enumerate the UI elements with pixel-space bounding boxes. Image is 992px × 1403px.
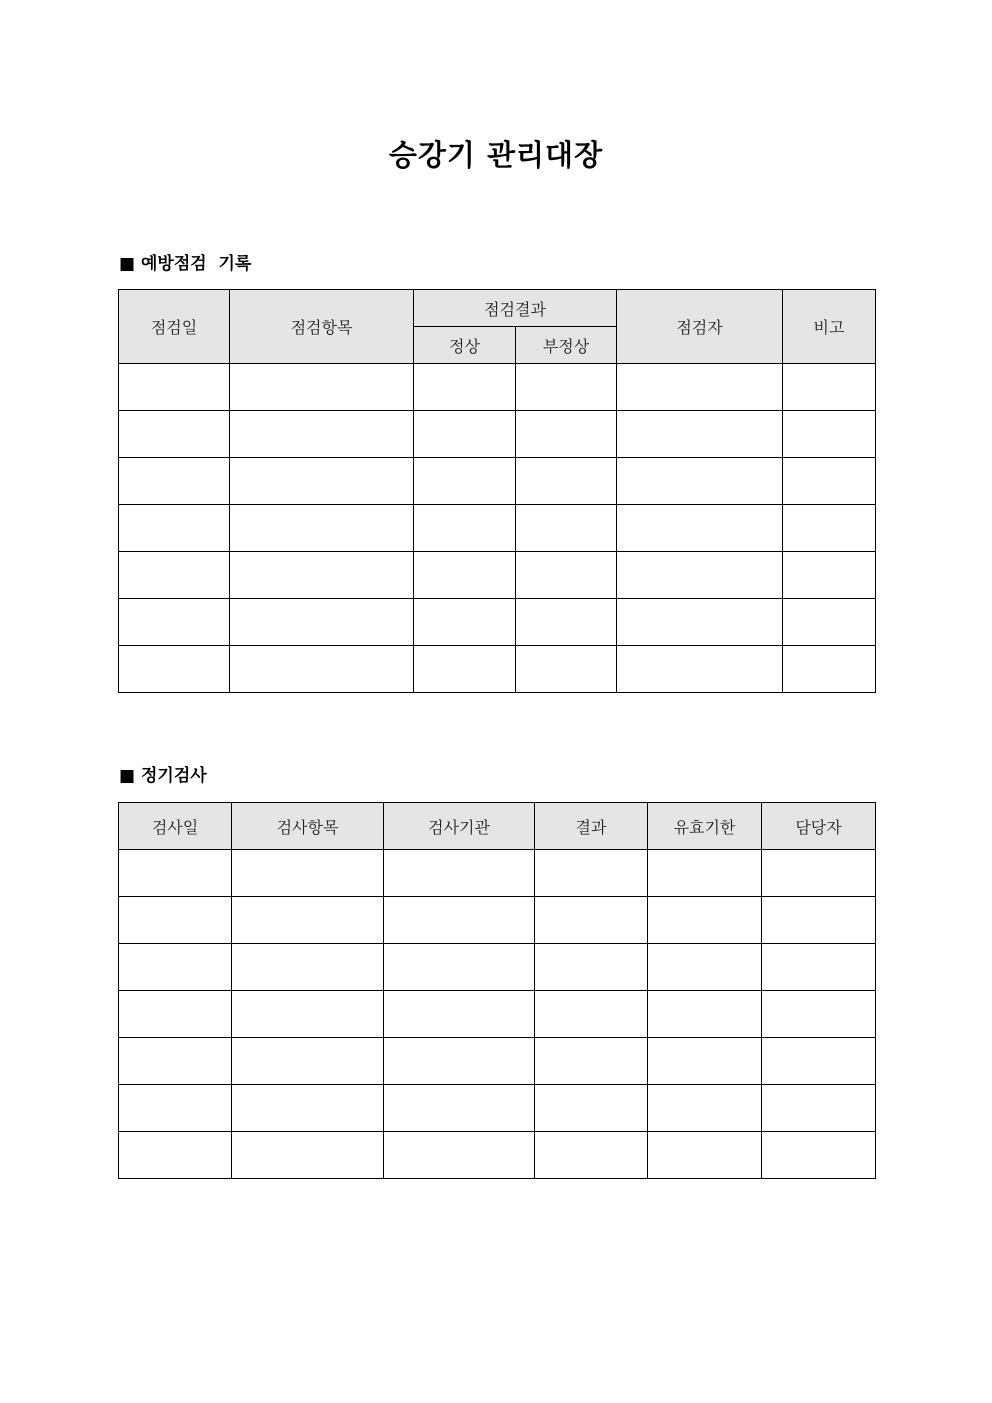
cell-person-in-charge[interactable] — [762, 1085, 876, 1132]
cell-inspection-date[interactable] — [119, 552, 230, 599]
cell-inspector[interactable] — [617, 458, 783, 505]
cell-inspection-item[interactable] — [230, 458, 414, 505]
cell-result-abnormal[interactable] — [516, 411, 617, 458]
cell-result-abnormal[interactable] — [516, 458, 617, 505]
header-result-abnormal: 부정상 — [516, 327, 617, 364]
cell-exam-item[interactable] — [232, 1038, 384, 1085]
cell-remarks[interactable] — [783, 646, 876, 693]
cell-remarks[interactable] — [783, 599, 876, 646]
table-row — [119, 411, 876, 458]
cell-result-normal[interactable] — [414, 505, 516, 552]
header-person-in-charge: 담당자 — [762, 803, 876, 850]
cell-exam-agency[interactable] — [384, 1085, 535, 1132]
cell-result-normal[interactable] — [414, 458, 516, 505]
cell-inspection-date[interactable] — [119, 599, 230, 646]
cell-exam-date[interactable] — [119, 1038, 232, 1085]
cell-inspector[interactable] — [617, 364, 783, 411]
table-row — [119, 364, 876, 411]
cell-result-abnormal[interactable] — [516, 364, 617, 411]
cell-inspector[interactable] — [617, 599, 783, 646]
regular-inspection-table — [118, 802, 876, 1179]
cell-exam-agency[interactable] — [384, 991, 535, 1038]
cell-expiry-date[interactable] — [648, 991, 762, 1038]
cell-inspection-date[interactable] — [119, 505, 230, 552]
cell-inspection-item[interactable] — [230, 552, 414, 599]
cell-exam-result[interactable] — [535, 1085, 648, 1132]
header-inspection-item: 점검항목 — [230, 290, 414, 364]
cell-person-in-charge[interactable] — [762, 944, 876, 991]
table-row — [119, 1132, 876, 1179]
cell-inspection-date[interactable] — [119, 646, 230, 693]
cell-exam-item[interactable] — [232, 897, 384, 944]
table-row — [119, 505, 876, 552]
header-exam-agency: 검사기관 — [384, 803, 535, 850]
cell-inspector[interactable] — [617, 646, 783, 693]
cell-expiry-date[interactable] — [648, 944, 762, 991]
table-row — [119, 1038, 876, 1085]
cell-person-in-charge[interactable] — [762, 850, 876, 897]
cell-inspector[interactable] — [617, 552, 783, 599]
cell-expiry-date[interactable] — [648, 1038, 762, 1085]
cell-person-in-charge[interactable] — [762, 1038, 876, 1085]
preventive-inspection-heading: ■ 예방점검 기록 — [119, 254, 252, 274]
table-row — [119, 850, 876, 897]
table-row — [119, 599, 876, 646]
cell-exam-result[interactable] — [535, 1132, 648, 1179]
cell-exam-result[interactable] — [535, 850, 648, 897]
header-exam-result: 결과 — [535, 803, 648, 850]
cell-person-in-charge[interactable] — [762, 897, 876, 944]
table-row — [119, 944, 876, 991]
cell-expiry-date[interactable] — [648, 850, 762, 897]
cell-person-in-charge[interactable] — [762, 1132, 876, 1179]
cell-result-normal[interactable] — [414, 411, 516, 458]
cell-inspection-item[interactable] — [230, 364, 414, 411]
cell-inspection-item[interactable] — [230, 411, 414, 458]
cell-expiry-date[interactable] — [648, 897, 762, 944]
cell-inspection-item[interactable] — [230, 646, 414, 693]
header-inspector: 점검자 — [617, 290, 783, 364]
cell-inspector[interactable] — [617, 505, 783, 552]
table-row — [119, 552, 876, 599]
cell-exam-result[interactable] — [535, 897, 648, 944]
cell-exam-agency[interactable] — [384, 1038, 535, 1085]
cell-inspector[interactable] — [617, 411, 783, 458]
cell-exam-item[interactable] — [232, 850, 384, 897]
header-inspection-date: 점검일 — [119, 290, 230, 364]
cell-inspection-date[interactable] — [119, 364, 230, 411]
cell-exam-item[interactable] — [232, 1132, 384, 1179]
cell-exam-agency[interactable] — [384, 1132, 535, 1179]
table-row — [119, 991, 876, 1038]
cell-exam-result[interactable] — [535, 991, 648, 1038]
cell-remarks[interactable] — [783, 505, 876, 552]
cell-exam-date[interactable] — [119, 850, 232, 897]
cell-remarks[interactable] — [783, 364, 876, 411]
cell-result-normal[interactable] — [414, 364, 516, 411]
cell-person-in-charge[interactable] — [762, 991, 876, 1038]
cell-inspection-date[interactable] — [119, 458, 230, 505]
document-title: 승강기 관리대장 — [388, 138, 604, 172]
table-row — [119, 1085, 876, 1132]
cell-result-normal[interactable] — [414, 552, 516, 599]
cell-result-abnormal[interactable] — [516, 646, 617, 693]
cell-result-abnormal[interactable] — [516, 599, 617, 646]
header-exam-date: 검사일 — [119, 803, 232, 850]
header-expiry-date: 유효기한 — [648, 803, 762, 850]
header-inspection-result: 점검결과 — [414, 290, 617, 327]
cell-exam-item[interactable] — [232, 1085, 384, 1132]
cell-exam-result[interactable] — [535, 1038, 648, 1085]
table-row — [119, 897, 876, 944]
cell-result-normal[interactable] — [414, 646, 516, 693]
header-remarks: 비고 — [783, 290, 876, 364]
header-exam-item: 검사항목 — [232, 803, 384, 850]
cell-result-abnormal[interactable] — [516, 505, 617, 552]
cell-inspection-item[interactable] — [230, 505, 414, 552]
table-row — [119, 458, 876, 505]
cell-exam-date[interactable] — [119, 1085, 232, 1132]
cell-inspection-date[interactable] — [119, 411, 230, 458]
cell-exam-agency[interactable] — [384, 850, 535, 897]
cell-exam-item[interactable] — [232, 991, 384, 1038]
cell-exam-date[interactable] — [119, 944, 232, 991]
cell-remarks[interactable] — [783, 552, 876, 599]
cell-result-normal[interactable] — [414, 599, 516, 646]
cell-exam-result[interactable] — [535, 944, 648, 991]
cell-exam-agency[interactable] — [384, 897, 535, 944]
cell-exam-item[interactable] — [232, 944, 384, 991]
cell-expiry-date[interactable] — [648, 1085, 762, 1132]
header-result-normal: 정상 — [414, 327, 516, 364]
cell-expiry-date[interactable] — [648, 1132, 762, 1179]
cell-exam-date[interactable] — [119, 1132, 232, 1179]
regular-inspection-heading: ■ 정기검사 — [119, 766, 207, 786]
cell-exam-agency[interactable] — [384, 944, 535, 991]
cell-remarks[interactable] — [783, 458, 876, 505]
cell-inspection-item[interactable] — [230, 599, 414, 646]
cell-exam-date[interactable] — [119, 991, 232, 1038]
table-row — [119, 646, 876, 693]
cell-exam-date[interactable] — [119, 897, 232, 944]
cell-result-abnormal[interactable] — [516, 552, 617, 599]
cell-remarks[interactable] — [783, 411, 876, 458]
preventive-inspection-table — [118, 289, 876, 693]
